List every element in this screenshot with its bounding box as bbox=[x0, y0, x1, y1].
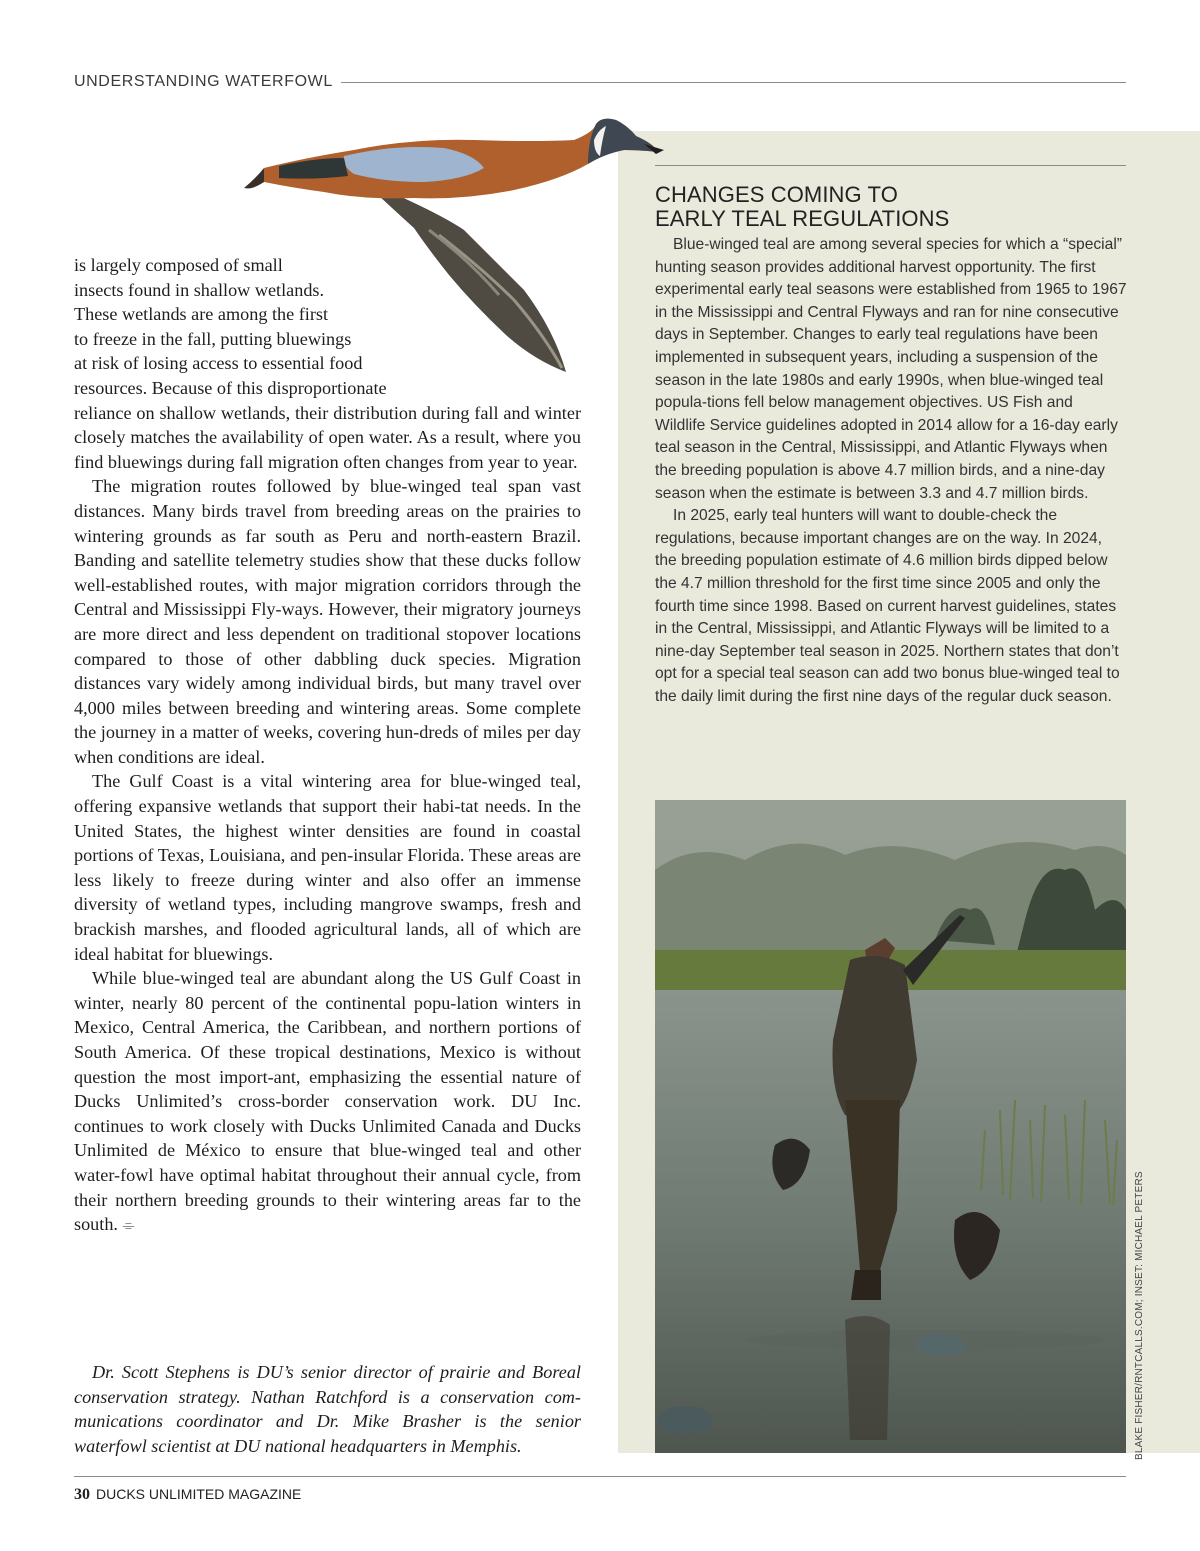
hunter-photo bbox=[655, 800, 1126, 1453]
intro-line: resources. Because of this disproportionate bbox=[74, 377, 387, 398]
sidebar-rule bbox=[655, 165, 1126, 166]
running-head-rule bbox=[341, 82, 1126, 83]
intro-rest: reliance on shallow wetlands, their distribution during fall and winter closely matches the availability of open water. As a result, where you find bluewings during fall migration often changes from year to year. bbox=[74, 402, 581, 472]
article-paragraph-last bbox=[74, 966, 581, 1238]
sidebar-heading-line: CHANGES COMING TO bbox=[655, 182, 898, 207]
intro-line: at risk of losing access to essential food bbox=[74, 353, 363, 374]
running-head-label: UNDERSTANDING WATERFOWL bbox=[74, 73, 333, 90]
hunter-photo-art bbox=[655, 800, 1126, 1453]
end-mark-icon: ⌯ bbox=[122, 1216, 135, 1235]
sidebar-heading bbox=[655, 183, 1125, 231]
last-paragraph-text: While blue-winged teal are abundant along the US Gulf Coast in winter, nearly 80 percent of the continental popu-lation winters in Mexico, Central America, the Caribbean, and northern portions of South America. Of these tropical destinations, Mexico is without question the most import-ant, emphasizing the essential nature of Ducks Unlimited’s cross-border conservation work. DU Inc. continues to work closely with Ducks Unlimited Canada and Ducks Unlimited de México to ensure that blue-winged teal and other water-fowl have optimal habitat throughout their annual cycle, from their northern breeding grounds to their wintering areas far to the south. bbox=[74, 968, 581, 1235]
sidebar-paragraph: In 2025, early teal hunters will want to double-check the regulations, because important changes are on the way. In 2024, the breeding population estimate of 4.6 million birds dipped below the 4.7 million threshold for the first time since 2005 and only the fourth time since 1998. Based on current harvest guidelines, states in the Central, Mississippi, and Atlantic Flyways will be limited to a nine-day September teal season in 2025. Northern states that don’t opt for a special teal season can add two bonus blue-winged teal to the daily limit during the first nine days of the regular duck season. bbox=[655, 507, 1120, 705]
intro-line: insects found in shallow wetlands. bbox=[74, 279, 325, 300]
sidebar-paragraph: Blue-winged teal are among several species for which a “special” hunting season provides additional harvest opportunity. The first experimental early teal seasons were established from 1965 to 1967 in the Mississippi and Central Flyways and ran for nine consecutive days in September. Changes to early teal regulations have been implemented in subsequent years, including a suspension of the season in the late 1980s and early 1990s, when blue-winged teal popula-tions fell below management objectives. US Fish and Wildlife Service guidelines adopted in 2014 allow for a 16-day early teal season in the Central, Mississippi, and Atlantic Flyways when the breeding population is above 4.7 million birds, and a nine-day season when the estimate is between 3.3 and 4.7 million birds. bbox=[655, 236, 1127, 502]
folio bbox=[74, 1486, 301, 1504]
photo-credit: BLAKE FISHER/RNTCALLS.COM; INSET: MICHAEL PETERS bbox=[1134, 1171, 1145, 1460]
article-paragraph: The Gulf Coast is a vital wintering area for blue-winged teal, offering expansive wetlands that support their habi-tat needs. In the United States, the highest winter densities are found in coastal portions of Texas, Louisiana, and pen-insular Florida. These areas are less likely to freeze during winter and also offer an immense diversity of wetland types, including mangrove swamps, fresh and brackish marshes, and flooded agricultural lands, all of which are ideal habitat for bluewings. bbox=[74, 771, 581, 964]
main-article bbox=[74, 253, 581, 1238]
page-number: 30 bbox=[74, 1486, 90, 1503]
running-head bbox=[74, 71, 1126, 93]
article-paragraph: The migration routes followed by blue-winged teal span vast distances. Many birds travel from breeding areas on the prairies to wintering grounds as far south as Peru and north-eastern Brazil. Banding and satellite telemetry studies show that these ducks follow well-established routes, with major migration corridors through the Central and Mississippi Fly-ways. However, their migratory journeys are more direct and less dependent on traditional stopover locations compared to those of other dabbling duck species. Migration distances vary widely among individual birds, but many travel over 4,000 miles between breeding and wintering areas. Some complete the journey in a matter of weeks, covering hun-dreds of miles per day when conditions are ideal. bbox=[74, 476, 581, 767]
intro-line: to freeze in the fall, putting bluewings bbox=[74, 328, 352, 349]
publication-name: DUCKS UNLIMITED MAGAZINE bbox=[96, 1486, 302, 1502]
footer-rule bbox=[74, 1476, 1126, 1477]
intro-paragraph bbox=[74, 253, 581, 474]
sidebar-heading-line: EARLY TEAL REGULATIONS bbox=[655, 206, 950, 231]
sidebar-body bbox=[655, 234, 1127, 708]
intro-line: These wetlands are among the first bbox=[74, 304, 329, 325]
intro-line: is largely composed of small bbox=[74, 255, 283, 275]
author-bio: Dr. Scott Stephens is DU’s senior director of prairie and Boreal conservation strategy. Nathan Ratchford is a conservation com-munications coordinator and Dr. Mike Brasher is the senior waterfowl scientist at DU national headquarters in Memphis. bbox=[74, 1362, 581, 1456]
